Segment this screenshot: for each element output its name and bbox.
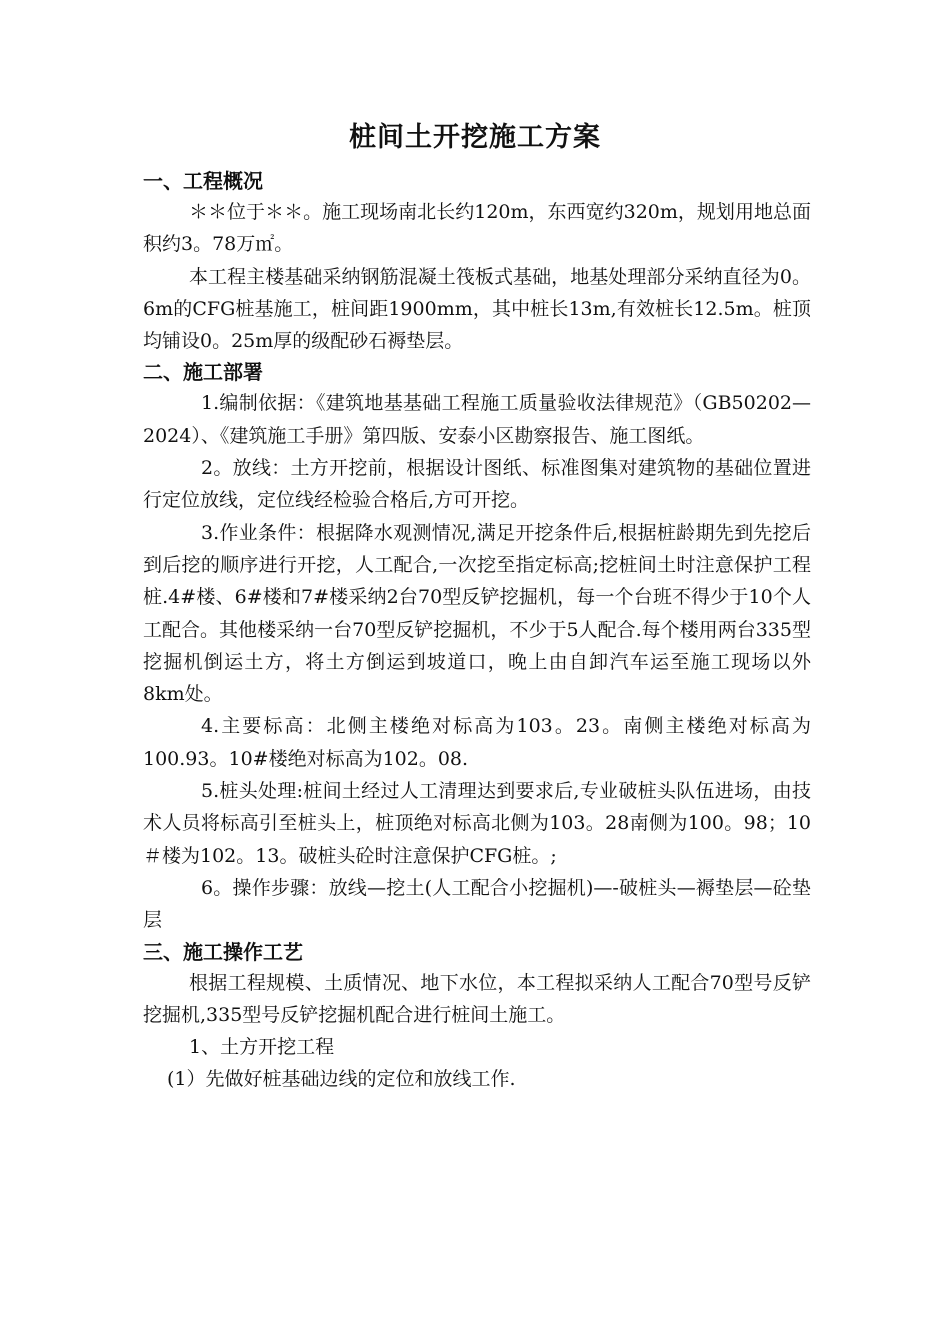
paragraph: ＊＊位于＊＊。施工现场南北长约120m，东西宽约320m，规划用地总面积约3。78万㎡。 bbox=[143, 201, 811, 256]
paragraph: 本工程主楼基础采纳钢筋混凝土筏板式基础，地基处理部分采纳直径为0。6m的CFG桩基施工，桩间距1900mm，其中桩长13m,有效桩长12.5m。桩顶均铺设0。25m厚的级配砂石褥垫层。 bbox=[143, 265, 811, 353]
paragraph: 1.编制依据：《建筑地基基础工程施工质量验收法律规范》（GB50202—2024）、《建筑施工手册》第四版、安泰小区勘察报告、施工图纸。 bbox=[143, 392, 811, 447]
document-body bbox=[143, 166, 811, 1095]
paragraph: 6。操作步骤：放线—挖土(人工配合小挖掘机)—-破桩头—褥垫层—砼垫层 bbox=[143, 876, 811, 932]
paragraph: 2。放线：土方开挖前，根据设计图纸、标准图集对建筑物的基础位置进行定位放线，定位线经检验合格后,方可开挖。 bbox=[143, 457, 811, 512]
paragraph: 5.桩头处理:桩间土经过人工清理达到要求后,专业破桩头队伍进场，由技术人员将标高引至桩头上，桩顶绝对标高北侧为103。28南侧为100。98；10＃楼为102。13。破桩头砼时注意保护CFG桩。; bbox=[143, 780, 811, 867]
paragraph: 4.主要标高：北侧主楼绝对标高为103。23。南侧主楼绝对标高为100.93。10#楼绝对标高为102。08. bbox=[143, 715, 811, 770]
section-heading-overview: 一、工程概况 bbox=[143, 169, 263, 193]
list-item: (1）先做好桩基础边线的定位和放线工作. bbox=[167, 1068, 516, 1091]
paragraph: 根据工程规模、土质情况、地下水位，本工程拟采纳人工配合70型号反铲挖掘机,335型号反铲挖掘机配合进行桩间土施工。 bbox=[143, 971, 811, 1026]
section-heading-deployment: 二、施工部署 bbox=[143, 360, 263, 385]
paragraph: 3.作业条件：根据降水观测情况,满足开挖条件后,根据桩龄期先到先挖后到后挖的顺序进行开挖，人工配合,一次挖至指定标高;挖桩间土时注意保护工程桩.4#楼、6#楼和7#楼采纳2台70型反铲挖掘机，每一个台班不得少于10个人工配合。其他楼采纳一台70型反铲挖掘机，不少于5人配合.每个楼用两台335型挖掘机倒运土方，将土方倒运到坡道口，晚上由自卸汽车运至施工现场以外8km处。 bbox=[143, 521, 811, 706]
section-heading-process: 三、施工操作工艺 bbox=[143, 939, 303, 964]
document-title: 桩间土开挖施工方案 bbox=[349, 122, 601, 153]
sub-heading: 1、土方开挖工程 bbox=[189, 1036, 335, 1059]
